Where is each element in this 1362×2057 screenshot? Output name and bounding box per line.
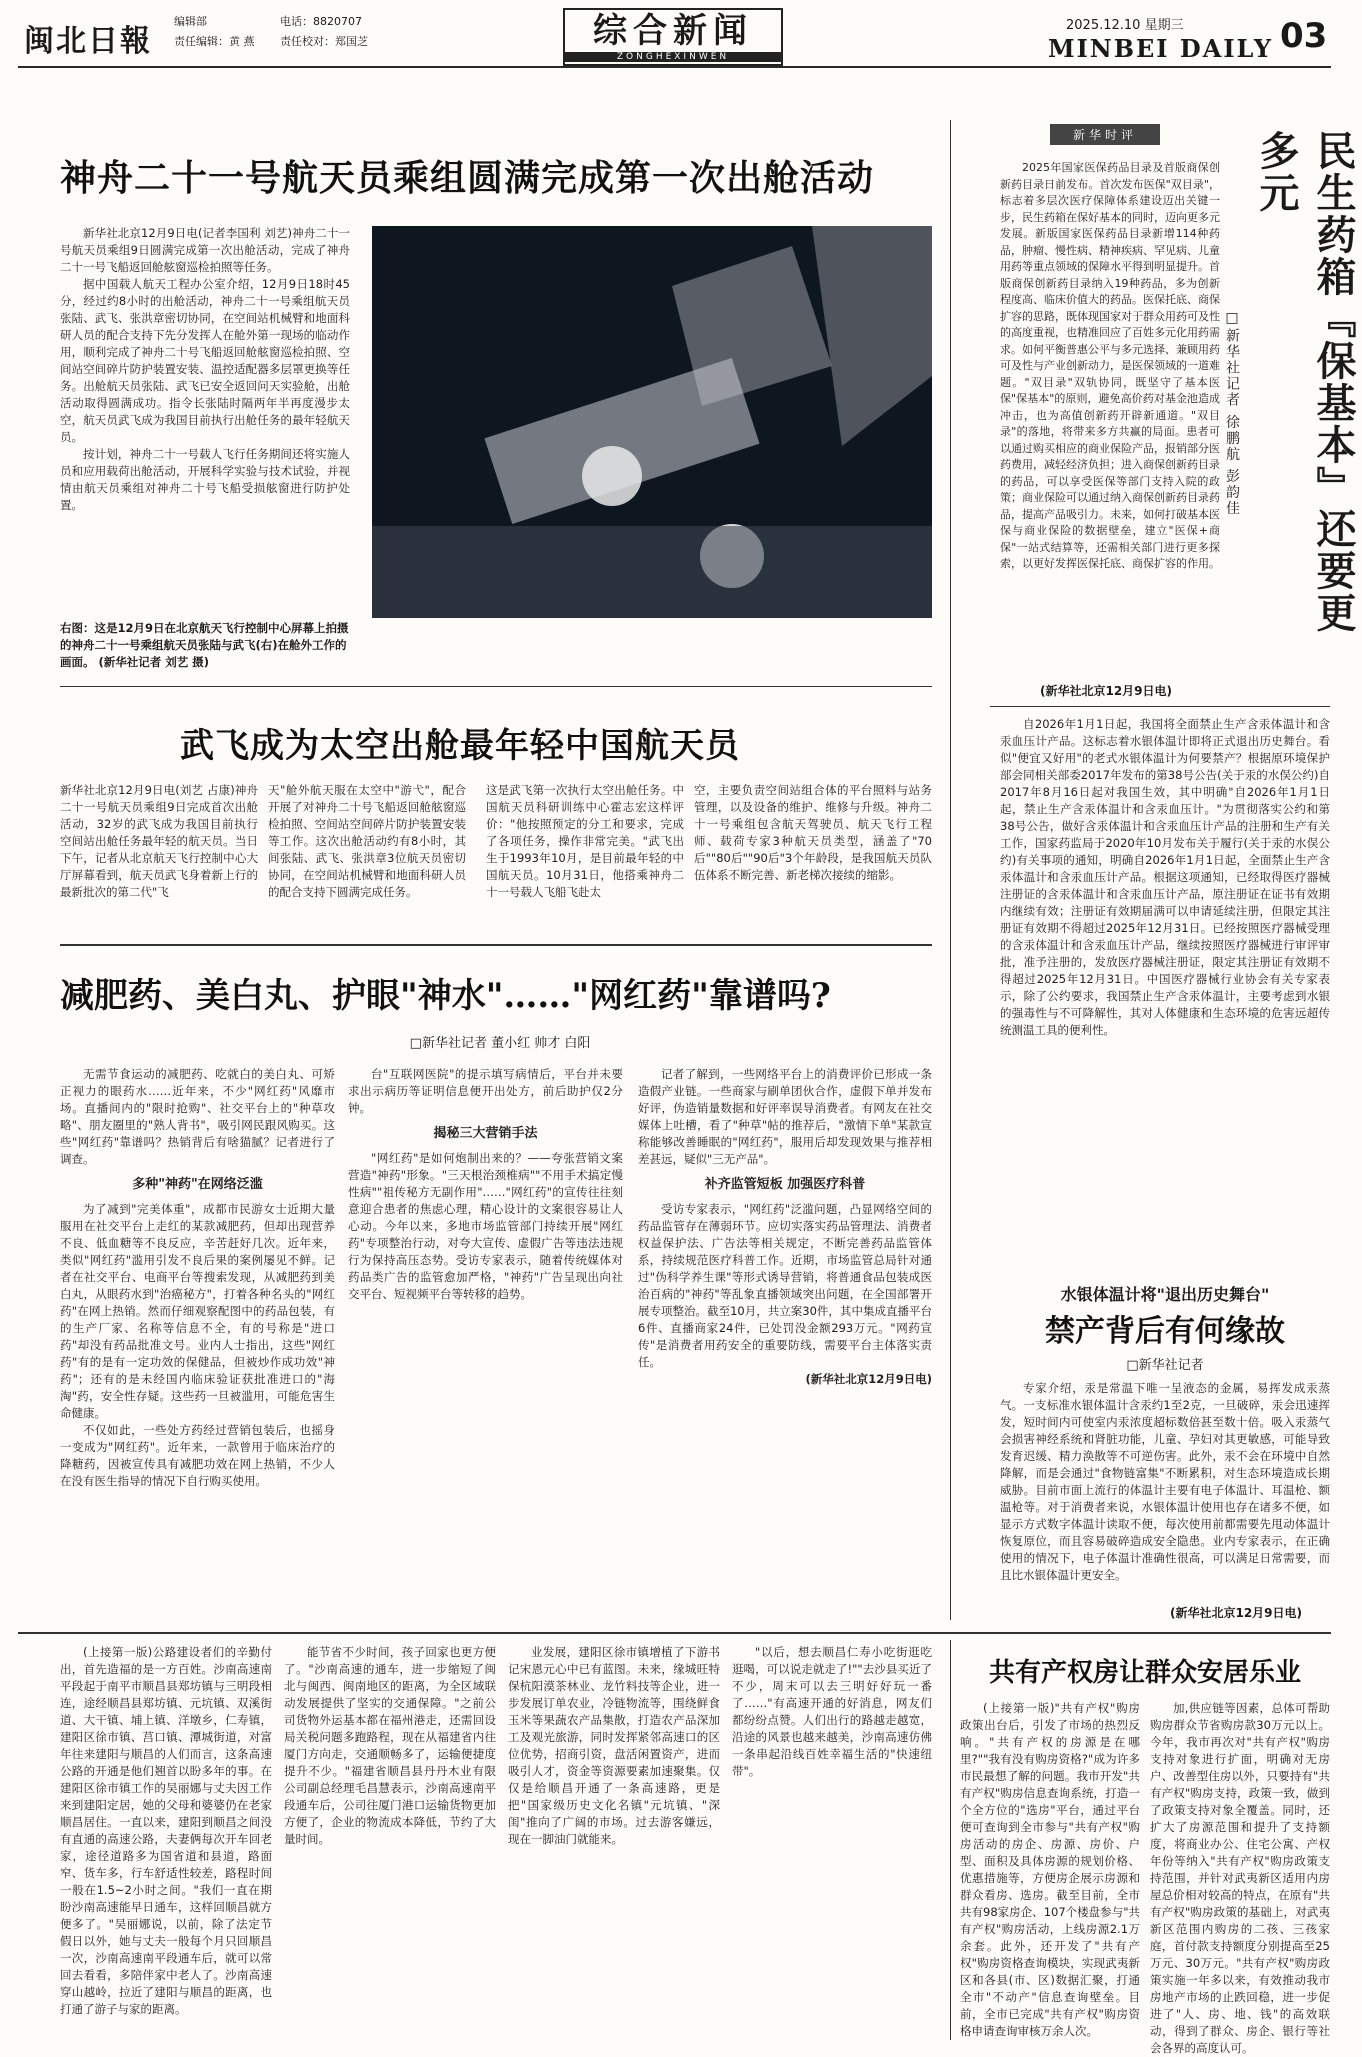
story3-intro: 无需节食运动的减肥药、吃就白的美白丸、可矫正视力的眼药水……近年来，不少"网红药"风靡市场。直播间内的"限时抢购"、社交平台上的"种草攻略"、朋友圈里的"熟人背书"，吸引网民跟风购买。这些"网红药"靠谱吗？热销背后有啥猫腻？记者进行了调查。 <box>60 1067 335 1166</box>
section-pinyin: ZONGHEXINWEN <box>565 52 781 62</box>
editorial-text: 2025年国家医保药品目录及首版商保创新药目录日前发布。首次发布医保"双目录"，标志着多层次医疗保障体系建设迈出关键一步，民生药箱在保好基本的同时，迈向更多元发展。新版国家医保药品目录新增114种药品，肿瘤、慢性病、精神疾病、罕见病、儿童用药等重点领域的保障水平得到明显提升。首版商保创新药目录纳入19种药品，多为创新程度高、临床价值大的药品。医保托底、商保扩容的思路，既体现国家对于群众用药可及性的高度重视，也精准回应了百姓多元化用药需求。如何平衡普惠公平与多元选择、兼顾用药可及性与产业创新动力，是医保领域的一道难题。"双目录"双轨协同，既坚守了基本医保"保基本"的原则，避免高价药对基金池造成冲击，也为高值创新药开辟新通道。"双目录"的落地，将带来多方共赢的局面。患者可以通过购买相应的商业保险产品，报销部分医药费用，减轻经济负担；进入商保创新药目录的药品，可以享受医保等部门支持入院的政策；商业保险可以通过纳入商保创新药目录药品，提高产品吸引力。未来，如何打破基本医保与商业保险的数据壁垒，建立"医保+商保"一站式结算等，还需相关部门进行更多探索，以更好发挥医保托底、商保扩容的作用。 <box>1000 161 1220 570</box>
story4-headline: 禁产背后有何缘故 <box>1045 1314 1285 1349</box>
story2-col3: 这是武飞第一次执行太空出舱任务。中国航天员科研训练中心霍志宏这样评价："他按照预定的分工和要求，完成了各项任务，操作非常完美。"武飞出生于1993年10月，是目前最年轻的中国航天员。10月31日，他搭乘神舟二十一号载人飞船飞赴太 <box>486 783 684 899</box>
header-rule <box>18 66 1331 68</box>
divider-1 <box>60 686 932 687</box>
section-header <box>563 8 783 66</box>
caption-text: 右图：这是12月9日在北京航天飞行控制中心屏幕上拍摄的神舟二十一号乘组航天员张陆与武飞(右)在舱外工作的画面。 <box>60 621 349 669</box>
story2-headline: 武飞成为太空出舱最年轻中国航天员 <box>180 726 740 766</box>
story1-text <box>60 225 350 625</box>
story3-col3b: 受访专家表示，"网红药"泛滥问题，凸显网络空间的药品监管存在薄弱环节。应切实落实药品管理法、消费者权益保护法、广告法等相关规定，不断完善药品监管体系，持续规范医疗科普工作。近期，市场监管总局针对通过"伪科学养生课"等形式诱导营销，将普通食品包装成医治百病的"神药"等乱象直播领域突出问题，在全国部署开展专项整治。截至10月，共立案30件，其中集成直播平台6件、直播商家24件，已处罚没金额293万元。"网药宣传"是消费者用药安全的重要防线，需要平台主体落实责任。 <box>638 1202 932 1369</box>
story1-lead: 新华社北京12月9日电(记者李国利 刘艺)神舟二十一号航天员乘组9日圆满完成第一次出舱活动，完成了神舟二十一号飞船返回舱舷窗巡检拍照等任务。 <box>60 226 350 274</box>
story5-col1: (上接第一版)公路建设者们的辛勤付出，首先造福的是一方百姓。沙南高速南平段起于南平市顺昌县郑坊镇与三明段相连，途经顺昌县郑坊镇、元坑镇、双溪街道、大干镇、埔上镇、洋墩乡，仁寿镇，建阳区徐市镇、莒口镇、潭城街道，对富年往来建阳与顺昌的人们而言，这条高速公路的开通是他们翘首以盼多年的事。在建阳区徐市镇工作的吴丽娜与丈夫因工作来到建阳定居，她的父母和婆婆仍在老家顺昌居住。一直以来，建阳到顺昌之间没有直通的高速公路，夫妻俩每次开车回老家，途径道路多为国省道和县道，路面窄、货车多，行车舒适性较差，路程时间一般在1.5~2小时之间。"我们一直在期盼沙南高速能早日通车，这样回顺昌就方便多了。"吴丽娜说，以前，除了法定节假日以外，她与丈夫一般每个月只回顺昌一次，沙南高速南平段通车后，就可以常回去看看，多陪伴家中老人了。沙南高速穿山越岭，拉近了建阳与顺昌的距离，也打通了游子与家的距离。 <box>60 1645 272 2016</box>
story3-sub2: 揭秘三大营销手法 <box>433 1126 538 1141</box>
story2-col2: 天"舱外航天服在太空中"游弋"，配合开展了对神舟二十号飞船返回舱舷窗巡检拍照、空间站空间碎片防护装置安装等工作。这次出舱活动约有8小时，其间张陆、武飞、张洪章3位航天员密切协同，在空间站机械臂和地面科研人员的配合支持下圆满完成任务。 <box>268 783 466 899</box>
story1-p2: 按计划，神舟二十一号载人飞行任务期间还将实施人员和应用载荷出舱活动，开展科学实验与技术试验，并视情由航天员乘组对神舟二十号飞船受损舷窗进行防护处置。 <box>60 447 350 512</box>
divider-bottom-right <box>950 1640 951 2040</box>
story3-col1c: 不仅如此，一些处方药经过营销包装后，也摇身一变成为"网红药"。近年来，一款曾用于临床治疗的降糖药，因被宣传具有减肥功效在网上热销，不少人在没有医生指导的情况下自行购买使用。 <box>60 1423 335 1488</box>
story5-col2: 能节省不少时间，孩子回家也更方便了。"沙南高速的通车，进一步缩短了闽北与闽西、闽南地区的距离，为全区域联动发展提供了坚实的交通保障。"之前公司货物外运基本都在福州港走，还需回设局关税问题多跑路程，现在从福建省内往厦门方向走，交通顺畅多了，运输便捷度提升不少。"福建省顺昌县丹丹木业有限公司副总经理毛昌慧表示，沙南高速南平段通车后，公司往厦门港口运输货物更加方便了，企业的物流成本降低，节约了大量时间。 <box>284 1645 496 1846</box>
newspaper-logo: 闽北日報 <box>24 24 152 59</box>
story3-sub1: 多种"神药"在网络泛滥 <box>132 1177 263 1192</box>
story4-byline: □新华社记者 <box>1126 1358 1204 1373</box>
spacewalk-illustration <box>372 226 932 618</box>
story4-text2: 专家介绍，汞是常温下唯一呈液态的金属，易挥发成汞蒸气。一支标准水银体温计含汞约1至2克，一旦破碎，汞会迅速挥发，短时间内可使室内汞浓度超标数倍甚至数十倍。吸入汞蒸气会损害神经系统和肾脏功能，儿童、孕妇对其更敏感，可能导致发育迟缓、精力涣散等不可逆伤害。此外，汞不会在环境中自然降解，而是会通过"食物链富集"不断累积，对生态环境造成长期威胁。目前市面上流行的体温计主要有电子体温计、耳温枪、额温枪等。对于消费者来说，水银体温计使用也存在诸多不便，如显示方式数字体温计读取不便，每次使用前都需要先甩动体温计恢复原位，而且容易破碎造成安全隐患。业内专家表示，在正确使用的情况下，电子体温计准确性很高，可以满足日常需要，而且比水银体温计更安全。 <box>1000 1381 1330 1582</box>
story6-col2: 加,供应链等因素，总体可帮助购房群众节省购房款30万元以上。今年，我市再次对"共有产权"购房支持对象进行扩面，明确对无房户、改善型住房以外，只要持有"共有产权"购房支持，政策一致，做到了政策支持对象全覆盖。同时，还扩大了房源范围和提升了支持额度，将商业办公、住宅公寓、产权年份等纳入"共有产权"购房政策支持范围，并针对武夷新区适用内房屋总价相对较高的特点，在原有"共有产权"购房政策的基础上，对武夷新区范围内购房的二孩、三孩家庭，首付款支持额度分别提高至25万元、30万元。"共有产权"购房政策实施一年多以来，有效推动我市房地产市场的止跌回稳，进一步促进了"人、房、地、钱"的高效联动，得到了群众、房企、银行等社会各界的高度认可。 <box>1150 1701 1330 2055</box>
column-divider <box>950 120 951 1620</box>
story3-col1b: 为了减到"完美体重"，成都市民游女士近期大量服用在社交平台上走红的某款减肥药，但却出现营养不良、低血糖等不良反应，辛苦赶好几次。近年来，类似"网红药"滥用引发不良后果的案例屡见不鲜。记者在社交平台、电商平台等搜索发现，从减肥药到美白丸，从眼药水到"治癌秘方"，打着各种名头的"网红药"在网上热销。然而仔细观察配图中的药品包装，有的生产厂家、名称等信息不全，有的号称是"进口药"却没有药品批准文号。业内人士指出，这些"网红药"有的是有一定功效的保健品，但被炒作成功效"神药"；还有的是未经国内临床验证获批准进口的"海淘"药，安全性存疑。这些药一旦被滥用，可能危害生命健康。 <box>60 1202 335 1420</box>
story3-byline: □新华社记者 董小红 帅才 白阳 <box>409 1036 591 1051</box>
brand-en: MINBEI DAILY <box>1048 34 1274 63</box>
story1-caption <box>60 620 355 671</box>
spacewalk-photo <box>372 226 932 618</box>
story5-col4: "以后，想去顺昌仁寿小吃街逛吃逛喝，可以说走就走了!""去沙县买近了不少，周末可以去三明好好玩一番了……"有高速开通的好消息，网友们都纷纷点赞。人们出行的路越走越宽，沿途的风景也越来越美，沙南高速仿佛一条串起沿线百姓幸福生活的"快速纽带"。 <box>732 1645 932 1778</box>
story6-col1: (上接第一版)"共有产权"购房政策出台后，引发了市场的热烈反响。"共有产权的房源是在哪里?""我有没有购房资格?"成为许多市民最想了解的问题。我市开发"共有产权"购房信息查询系统，打造一个全方位的"选房"平台，通过平台便可查询到全市参与"共有产权"购房活动的房企、房源、房价、户型、面积及具体房源的规划价格、优惠措施等，方便房企展示房源和群众看房、选房。截至目前，全市共有98家房企、107个楼盘参与"共有产权"购房活动，上线房源2.1万余套。此外，还开发了"共有产权"购房资格查询模块，实现武夷新区和各县(市、区)数据汇聚，打通全市"不动产"信息查询壁垒。目前，全市已完成"共有产权"购房资格申请查询审核万余人次。 <box>960 1701 1140 2038</box>
story1-p1: 据中国载人航天工程办公室介绍，12月9日18时45分，经过约8小时的出舱活动，神舟二十一号乘组航天员张陆、武飞、张洪章密切协同，在空间站机械臂和地面科研人员的配合支持下先分发挥人在舱外第一现场的临动作用，顺利完成了神舟二十号飞船返回舱舷窗巡检拍照、空间站空间碎片防护装置安装、温控适配器多层罩更换等任务。出舱航天员张陆、武飞已安全返回问天实验舱，出舱活动取得圆满成功。指令长张陆时隔两年半再度漫步太空，航天员武飞成为我国目前执行出舱任务的最年轻航天员。 <box>60 277 350 444</box>
proofreader: 责任校对：郑国芝 <box>280 35 368 48</box>
issue-date: 2025.12.10 星期三 <box>1066 18 1184 33</box>
story4-text1: 自2026年1月1日起，我国将全面禁止生产含汞体温计和含汞血压计产品。这标志着水银体温计即将正式退出历史舞台。看似"便宜又好用"的老式水银体温计为何要禁产？根据原环境保护部会同相关部委2017年发布的第38号公告(关于汞的水俣公约)自2017年8月16日起对我国生效，其中明确"自2026年1月1日起，禁止生产含汞体温计和含汞血压计。"为贯彻落实公约和第38号公告，做好含汞体温计和含汞血压计产品的注册和生产有关工作，国家药监局于2020年10月发布关于履行(关于汞的水俣公约)有关事项的通知，明确自2026年1月1日起，全面禁止生产含汞体温计和含汞血压计产品。根据这项通知，已经取得医疗器械注册证的含汞体温计和含汞血压计产品，原注册证在证书有效期内继续有效；注册证有效期届满可以申请延续注册，但限定其注册证有效期不得超过2025年12月31日。已经按照医疗器械受理的含汞体温计和含汞血压计产品，继续按照医疗器械进行审评审批，准予注册的，发放医疗器械注册证，限定其注册证有效期不得超过2025年12月31日。中国医疗器械行业协会有关专家表示，除了公约要求，我国禁止生产含汞体温计，主要考虑到水银的强毒性与不可降解性，其对人体健康和生态环境的危害远超传统测温工具的便利性。 <box>1000 717 1330 1037</box>
phone-label: 电话：8820707 <box>280 15 362 28</box>
story3-sub3: 补齐监管短板 加强医疗科普 <box>704 1177 866 1192</box>
masthead <box>18 8 1331 64</box>
story5-col3: 业发展，建阳区徐市镇增植了下游书记宋恩元心中已有蓝图。未来，缘城旺特保杭阳漠茶林业、龙竹料技等企业，进一步发展订单农业，冷链物流等，围绕鲜食玉米等果蔬农产品集散，打造农产品深加工及观光旅游，同时发挥紧邻高速口的区位优势，招商引资，盘活闲置资产，进而吸引人才，资金等资源要素加速聚集。仅仅是给顺昌开通了一条高速路，更是把"国家级历史文化名镇"元坑镇、"深闺"推向了广阔的市场。过去游客嫌远，现在一脚油门就能来。 <box>508 1645 720 1846</box>
editorial-headline: 民生药箱『保基本』还要更多元 <box>1253 130 1357 634</box>
story3-col2a: 台"互联网医院"的提示填写病情后，平台并未要求出示病历等证明信息便开出处方，前后助护仅2分钟。 <box>348 1067 623 1115</box>
story3-col1 <box>60 1066 335 1611</box>
story2-col1: 新华社北京12月9日电(刘艺 占康)神舟二十一号航天员乘组9日完成首次出舱活动，32岁的武飞成为我国目前执行空间站出舱任务最年轻的航天员。当日下午，记者从北京航天飞行控制中心大厅屏幕看到，航天员武飞身着新上行的最新批次的第二代"飞 <box>60 783 258 899</box>
story2-col4: 空，主要负责空间站组合体的平台照料与站务管理，以及设备的维护、维修与升级。神舟二十一号乘组包含航天驾驶员、航天飞行工程师、载荷专家3种航天员类型，涵盖了"70后""80后""90后"3个年龄段，是我国航天员队伍体系不断完善、新老梯次接续的缩影。 <box>694 783 932 882</box>
page-number: 03 <box>1280 16 1328 56</box>
divider-right-1 <box>990 706 1330 707</box>
editorial-credit: (新华社北京12月9日电) <box>1040 684 1173 698</box>
story1-headline: 神舟二十一号航天员乘组圆满完成第一次出舱活动 <box>60 157 875 199</box>
editor-label: 编辑部 <box>174 15 207 28</box>
caption-credit: (新华社记者 刘艺 摄) <box>98 655 210 669</box>
story4-credit: (新华社北京12月9日电) <box>1170 1606 1303 1620</box>
editor-in-charge: 责任编辑：黄 燕 <box>174 35 255 48</box>
story3-col3a: 记者了解到，一些网络平台上的消费评价已形成一条造假产业链。一些商家与刷单团伙合作，虚假下单并发布好评，伪造销量数据和好评率误导消费者。有网友在社交媒体上吐槽，看了"种草"帖的推荐后，"激情下单"某款宣称能够改善睡眠的"网红药"，服用后却发现效果与推荐相差甚远，疑似"三无产品"。 <box>638 1067 932 1166</box>
story3-credit: (新华社北京12月9日电) <box>805 1372 932 1386</box>
editorial-tag: 新华时评 <box>1050 124 1160 145</box>
divider-3 <box>18 1632 1331 1634</box>
story3-col2 <box>348 1066 623 1611</box>
story3-col3 <box>638 1066 932 1611</box>
story3-col2b: "网红药"是如何炮制出来的？——夸张营销文案营造"神药"形象。"三天根治颈椎病""不用手术搞定慢性病""祖传秘方无副作用"……"网红药"的宣传往往刻意迎合患者的焦虑心理，精心设计的文案很容易让人心动。今年以来，多地市场监管部门持续开展"网红药"专项整治行动，对夸大宣传、虚假广告等违法违规行为保持高压态势。受访专家表示，随着传统媒体对药品类广告的监管愈加严格，"神药"广告呈现出向社交平台、短视频平台等转移的趋势。 <box>348 1151 623 1301</box>
divider-2 <box>60 944 932 946</box>
story4-subhead: 水银体温计将"退出历史舞台" <box>1060 1285 1270 1304</box>
section-title: 综合新闻 <box>593 11 753 51</box>
editorial-byline: □新华社记者 徐鹏航 彭韵佳 <box>1224 310 1240 517</box>
story6-headline: 共有产权房让群众安居乐业 <box>988 1658 1301 1688</box>
story3-headline: 减肥药、美白丸、护眼"神水"……"网红药"靠谱吗? <box>60 976 831 1016</box>
